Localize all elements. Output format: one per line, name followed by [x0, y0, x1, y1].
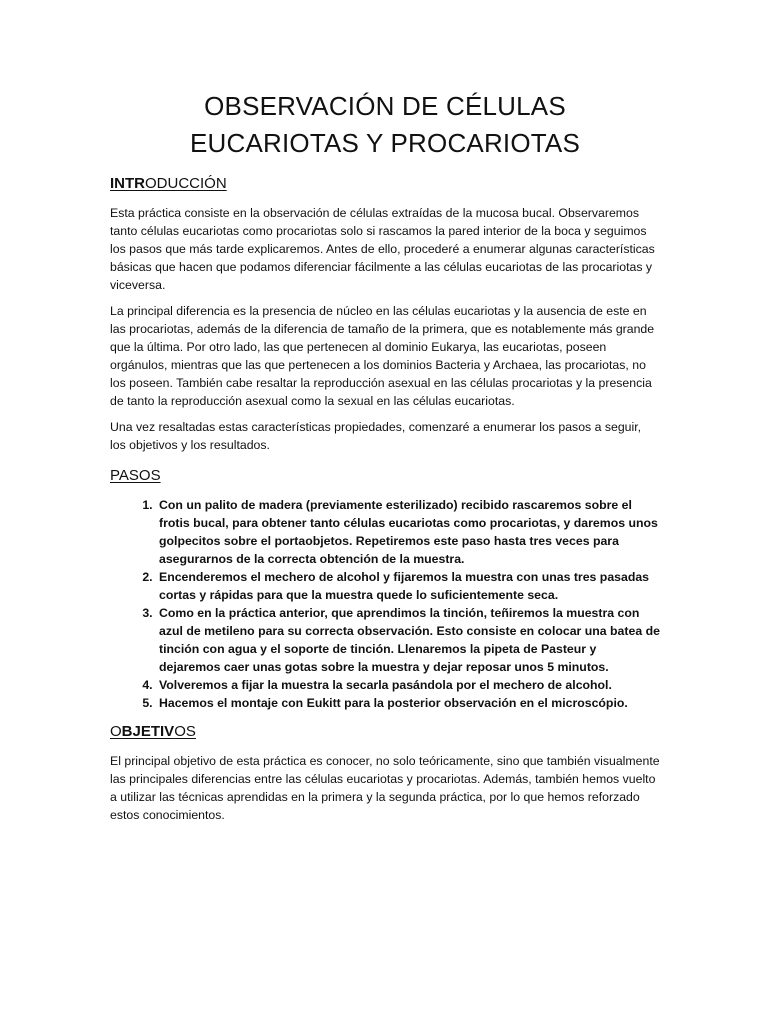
introduccion-heading [110, 174, 660, 194]
objetivos-heading-bold: BJETIV [121, 723, 175, 740]
title-line-1: OBSERVACIÓN DE CÉLULAS [204, 91, 566, 121]
pasos-step-1: 1. Con un palito de madera (previamente esterilizado) recibido rascaremos sobre el frotis bucal, para obtener tanto células eucariotas como procariotas, y daremos unos golpecitos sobre el portaobjetos. Repetiremos este paso hasta tres veces para asegurarnos de la correcta obtención de la muestra. [156, 496, 660, 568]
pasos-step-3: 3. Como en la práctica anterior, que aprendimos la tinción, teñiremos la muestra con azul de metileno para su correcta observación. Esto consiste en colocar una batea de tinción con agua y el soporte de tinción. Llenaremos la pipeta de Pasteur y dejaremos caer unas gotas sobre la muestra y dejar reposar unos 5 minutos. [156, 604, 660, 676]
pasos-step-4: 4. Volveremos a fijar la muestra la secarla pasándola por el mechero de alcohol. [156, 676, 660, 694]
introduccion-heading-bold: INTR [110, 175, 145, 192]
objetivos-heading [110, 722, 660, 742]
pasos-step-5: 5. Hacemos el montaje con Eukitt para la posterior observación en el microscópio. [156, 694, 660, 712]
title-line-2: EUCARIOTAS Y PROCARIOTAS [189, 128, 581, 158]
introduccion-paragraph-1: Esta práctica consiste en la observación de células extraídas de la mucosa bucal. Observaremos tanto células eucariotas como procariotas solo si rascamos la pared interior de la boca y seguimos los pasos que más tarde explicaremos. Antes de ello, procederé a enumerar algunas características básicas que hacen que podamos diferenciar fácilmente a las células eucariotas de las procariotas y viceversa. [110, 206, 655, 292]
pasos-heading [110, 466, 660, 486]
document-title [110, 88, 660, 162]
pasos-heading-text: PASOS [110, 467, 161, 484]
pasos-list [110, 496, 660, 712]
objetivos-heading-plain-1: O [110, 723, 122, 740]
document-page [110, 88, 660, 832]
pasos-step-2: 2. Encenderemos el mechero de alcohol y fijaremos la muestra con unas tres pasadas cortas y rápidas para que la muestra quede lo suficientemente seca. [156, 568, 660, 604]
introduccion-paragraph-2: La principal diferencia es la presencia de núcleo en las células eucariotas y la ausencia de este en las procariotas, además de la diferencia de tamaño de la primera, que es notablemente más grande que la última. Por otro lado, las que pertenecen al dominio Eukarya, las eucariotas, poseen orgánulos, mientras que las que pertenecen a los dominios Bacteria y Archaea, las procariotas, no los poseen. También cabe resaltar la reproducción asexual en las células procariotas y la presencia de tanto la reproducción asexual como la sexual en las células eucariotas. [110, 304, 655, 408]
introduccion-heading-rest: ODUCCIÓN [145, 175, 227, 192]
introduccion-paragraph-3: Una vez resaltadas estas características propiedades, comenzaré a enumerar los pasos a seguir, los objetivos y los resultados. [110, 420, 642, 452]
objetivos-paragraph-1: El principal objetivo de esta práctica es conocer, no solo teóricamente, sino que también visualmente las principales diferencias entre las células eucariotas y procariotas. Además, también hemos vuelto a utilizar las técnicas aprendidas en la primera y la segunda práctica, por lo que hemos reforzado estos conocimientos. [110, 754, 660, 822]
objetivos-heading-plain-2: OS [174, 723, 196, 740]
